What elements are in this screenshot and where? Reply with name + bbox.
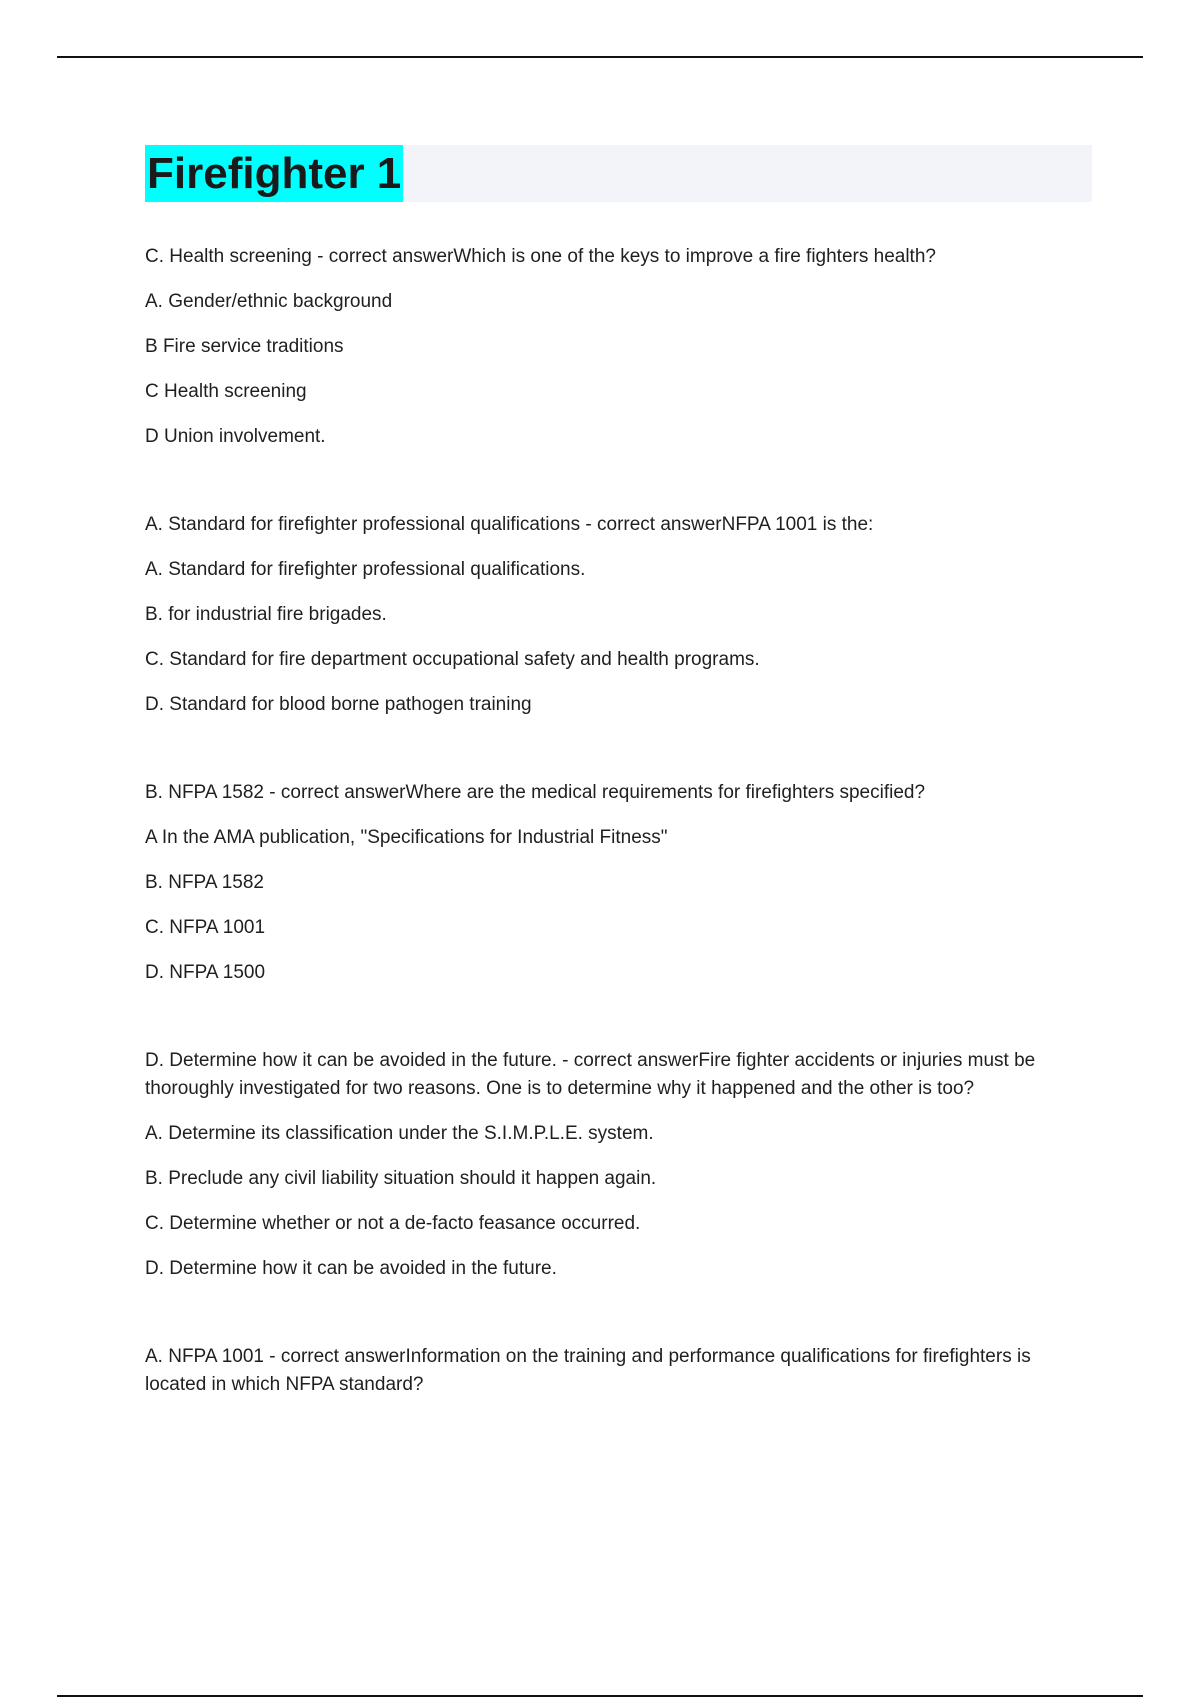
answer-option: C. Standard for fire department occupational safety and health programs. (145, 649, 760, 670)
answer-option: A. Standard for firefighter professional qualifications. (145, 559, 586, 580)
question-block (145, 1047, 1085, 1283)
question-list (145, 243, 1085, 1399)
question-block (145, 511, 1085, 719)
question-block (145, 779, 1085, 987)
answer-option: A In the AMA publication, "Specifications for Industrial Fitness" (145, 827, 668, 848)
bottom-rule (57, 1695, 1143, 1697)
question-prompt: A. Standard for firefighter professional qualifications - correct answerNFPA 1001 is the: (145, 514, 874, 535)
answer-option: D. Determine how it can be avoided in the future. (145, 1258, 557, 1279)
answer-option: A. Gender/ethnic background (145, 291, 393, 312)
question-prompt: C. Health screening - correct answerWhich is one of the keys to improve a fire fighters health? (145, 246, 936, 267)
answer-option: D. NFPA 1500 (145, 962, 266, 983)
question-prompt: A. NFPA 1001 - correct answerInformation on the training and performance qualifications for firefighters is located in which NFPA standard? (145, 1346, 1031, 1395)
question-prompt: D. Determine how it can be avoided in the future. - correct answerFire fighter accidents or injuries must be thoroughly investigated for two reasons. One is to determine why it happened and the other is too? (145, 1050, 1036, 1099)
answer-option: D. Standard for blood borne pathogen training (145, 694, 532, 715)
document-title: Firefighter 1 (145, 145, 403, 202)
answer-option: C Health screening (145, 381, 307, 402)
question-prompt: B. NFPA 1582 - correct answerWhere are the medical requirements for firefighters specified? (145, 782, 926, 803)
answer-option: C. NFPA 1001 (145, 917, 266, 938)
answer-option: C. Determine whether or not a de-facto feasance occurred. (145, 1213, 641, 1234)
question-block (145, 1343, 1085, 1399)
top-rule (57, 56, 1143, 58)
question-block (145, 243, 1085, 451)
answer-option: B. for industrial fire brigades. (145, 604, 387, 625)
answer-option: B. Preclude any civil liability situation should it happen again. (145, 1168, 657, 1189)
answer-option: D Union involvement. (145, 426, 326, 447)
answer-option: B. NFPA 1582 (145, 872, 264, 893)
answer-option: B Fire service traditions (145, 336, 344, 357)
answer-option: A. Determine its classification under the S.I.M.P.L.E. system. (145, 1123, 654, 1144)
